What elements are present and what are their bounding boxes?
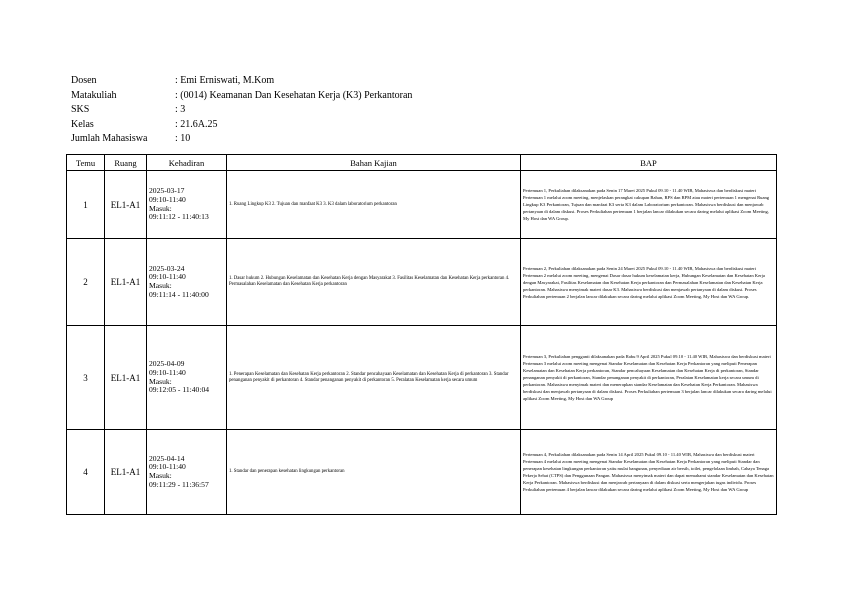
header-temu: Temu xyxy=(67,155,105,171)
kehadiran-masuk-time: 09:11:29 - 11:36:57 xyxy=(149,479,209,489)
kehadiran-masuk-label: Masuk: xyxy=(149,376,172,386)
bap-cell: Pertemuan 2, Perkuliahan dilaksanakan pada Senin 24 Maret 2025 Pukul 09.10 - 11.40 WIB, Mahasiswa dan berdiskusi materi Pertemuan 2 melalui zoom meeting, mengenai Dasar dasar hukum keselamatan kerja, Hubungan Keselamatan dan Kesehatan Kerja dengan Masyarakat, Fasilitas Keselamatan dan Kesehatan Kerja perkantoran dan Permasalahan Keselamatan dan Kesehatan Kerja perkantoran. Mahasiswa menyimak materi dasar K3. Mahasiswa berdiskusi dan menjawab pertanyaan di dalam diskusi. Proses Perkuliahan pertemuan 2 berjalan lancar dilakukan secara daring melalui aplikasi Zoom Meeting, My Host dan WA Group. xyxy=(521,239,777,326)
temu-cell: 1 xyxy=(67,171,105,239)
kehadiran-masuk-label: Masuk: xyxy=(149,281,172,290)
ruang-cell: EL1-A1 xyxy=(105,171,147,239)
info-row-jumlah-mahasiswa xyxy=(71,132,412,147)
info-value: : 21.6A.25 xyxy=(175,118,218,130)
kehadiran-masuk-time: 09:11:14 - 11:40:00 xyxy=(149,289,209,299)
kehadiran-date: 2025-04-14 xyxy=(149,453,185,463)
bap-table xyxy=(66,154,777,515)
kehadiran-time: 09:10-11:40 xyxy=(149,462,186,472)
bahan-kajian-cell: 1. Dasar hukum 2. Hubungan Keselamatan dan Kesehatan Kerja dengan Masyarakat 3. Fasilitas Keselamatan dan Kesehatan Kerja perkantoran 4. Permasalahan Keselamatan dan Kesehatan Kerja perkantoran xyxy=(227,239,521,326)
bahan-kajian-cell: 1. Ruang Lingkup K3 2. Tujuan dan manfaat K3 3. K3 dalam laboratorium perkantoran xyxy=(227,171,521,239)
table-row xyxy=(67,430,777,515)
kehadiran-time: 09:10-11:40 xyxy=(149,367,186,377)
info-value: : (0014) Keamanan Dan Kesehatan Kerja (K3) Perkantoran xyxy=(175,89,413,101)
info-key: Jumlah Mahasiswa xyxy=(71,133,148,145)
header-ruang: Ruang xyxy=(105,155,147,171)
kehadiran-date: 2025-03-17 xyxy=(149,186,185,196)
bahan-kajian-cell: 1. Penerapan Keselamatan dan Kesehatan Kerja perkantoran 2. Standar pencahayaan Keselamatan dan Kesehatan Kerja di perkantoran 3. Standar penanganan penyakit di perkantoran 4. Standar penanganan penyakit di perkantoran 5. Peralatan Keselamatan kerja secara umum xyxy=(227,326,521,430)
info-value: : 3 xyxy=(175,104,186,116)
table-row xyxy=(67,239,777,326)
ruang-cell: EL1-A1 xyxy=(105,239,147,326)
temu-cell: 3 xyxy=(67,326,105,430)
info-value: : Emi Erniswati, M.Kom xyxy=(175,75,275,86)
temu-cell: 2 xyxy=(67,239,105,326)
kehadiran-time: 09:10-11:40 xyxy=(149,194,186,204)
header-bap: BAP xyxy=(521,155,777,171)
table-row xyxy=(67,326,777,430)
kehadiran-date: 2025-03-24 xyxy=(149,263,185,273)
info-row-matakuliah xyxy=(71,89,412,104)
kehadiran-masuk-label: Masuk: xyxy=(149,471,172,480)
info-key: SKS xyxy=(71,104,90,116)
table-header-row xyxy=(67,155,777,171)
course-info xyxy=(71,74,412,147)
bap-cell: Pertemuan 1, Perkuliahan dilaksanakan pada Senin 17 Maret 2025 Pukul 09.10 - 11.40 WIB, Mahasiswa dan berdiskusi materi Pertemuan 1 melalui zoom meeting, menjelaskan perangkat cakupan Bahan, RPS dan RPM atau materi pertemuan 1 mengenai Ruang Lingkup K3 Perkantoran, Tujuan dan manfaat K3 serta K3 dalam Laboratorium perkantoran. Mahasiswa berdiskusi dan menjawab pertanyaan di dalam diskusi. Proses Perkuliahan pertemuan 1 berjalan lancar dilakukan secara daring melalui aplikasi Zoom Meeting, My Host dan WA Group. xyxy=(521,171,777,239)
ruang-cell: EL1-A1 xyxy=(105,326,147,430)
kehadiran-cell xyxy=(147,326,227,430)
kehadiran-cell xyxy=(147,239,227,326)
header-bahan-kajian: Bahan Kajian xyxy=(227,155,521,171)
kehadiran-cell xyxy=(147,171,227,239)
kehadiran-masuk-time: 09:11:12 - 11:40:13 xyxy=(149,212,209,222)
info-key: Kelas xyxy=(71,118,94,130)
info-row-sks xyxy=(71,103,412,118)
info-row-kelas xyxy=(71,118,412,133)
table-row xyxy=(67,171,777,239)
kehadiran-masuk-label: Masuk: xyxy=(149,203,172,213)
kehadiran-cell xyxy=(147,430,227,515)
info-value: : 10 xyxy=(175,133,191,145)
header-kehadiran: Kehadiran xyxy=(147,155,227,171)
temu-cell: 4 xyxy=(67,430,105,515)
kehadiran-date: 2025-04-09 xyxy=(149,359,185,369)
ruang-cell: EL1-A1 xyxy=(105,430,147,515)
info-key: Matakuliah xyxy=(71,89,117,101)
bap-cell: Pertemuan 3, Perkuliahan pengganti dilaksanakan pada Rabu 9 April 2025 Pukul 09.10 - 11.40 WIB, Mahasiswa dan berdiskusi materi Pertemuan 3 melalui zoom meeting mengenai Standar Keselamatan dan Kesehatan Kerja Perkantoran yang meliputi Penerapan Keselamatan dan Kesehatan Kerja perkantoran, Standar pencahayaan Keselamatan dan Kesehatan Kerja di perkantoran, Standar penanganan penyakit di perkantoran, Standar penanganan penyakit di perkantoran, Peralatan Keselamatan kerja secara umum di perkantoran. Mahasiswa menyimak materi dan menerapkan standar Keselamatan dan Kesehatan Kerja Perkantoran. Mahasiswa berdiskusi dan menjawab pertanyaan di dalam diskusi. Proses Perkuliahan pertemuan 3 berjalan lancar dilakukan secara daring melalui aplikasi Zoom Meeting, My Host dan WA Group xyxy=(521,326,777,430)
kehadiran-masuk-time: 09:12:05 - 11:40:04 xyxy=(149,385,210,395)
info-key: Dosen xyxy=(71,75,97,86)
bap-cell: Pertemuan 4, Perkuliahan dilaksanakan pada Senin 14 April 2025 Pukul 09.10 - 11.40 WIB, Mahasiswa dan berdiskusi materi Pertemuan 4 melalui zoom meeting mengenai Standar Keselamatan dan Kesehatan Kerja Perkantoran yang meliputi Standar dan penerapan kesehatan lingkungan perkantoran yaitu mulai bangunan, penyediaan air bersih, toilet, pengelolaan limbah, Cahaya Tenaga Pekerja Sehat (CTPS) dan Penggunaan Pangan. Mahasiswa menyimak materi dan dapat memahami standar Keselamatan dan Kesehatan Kerja Perkantoran. Mahasiswa berdiskusi dan menjawab pertanyaan di dalam diskusi serta mengerjakan tugas individu. Proses Perkuliahan pertemuan 4 berjalan lancar dilakukan secara daring melalui aplikasi Zoom Meeting, My Host dan WA Group xyxy=(521,430,777,515)
kehadiran-time: 09:10-11:40 xyxy=(149,272,186,282)
bahan-kajian-cell: 1. Standar dan penerapan kesehatan lingkungan perkantoran xyxy=(227,430,521,515)
info-row-dosen xyxy=(71,74,412,89)
